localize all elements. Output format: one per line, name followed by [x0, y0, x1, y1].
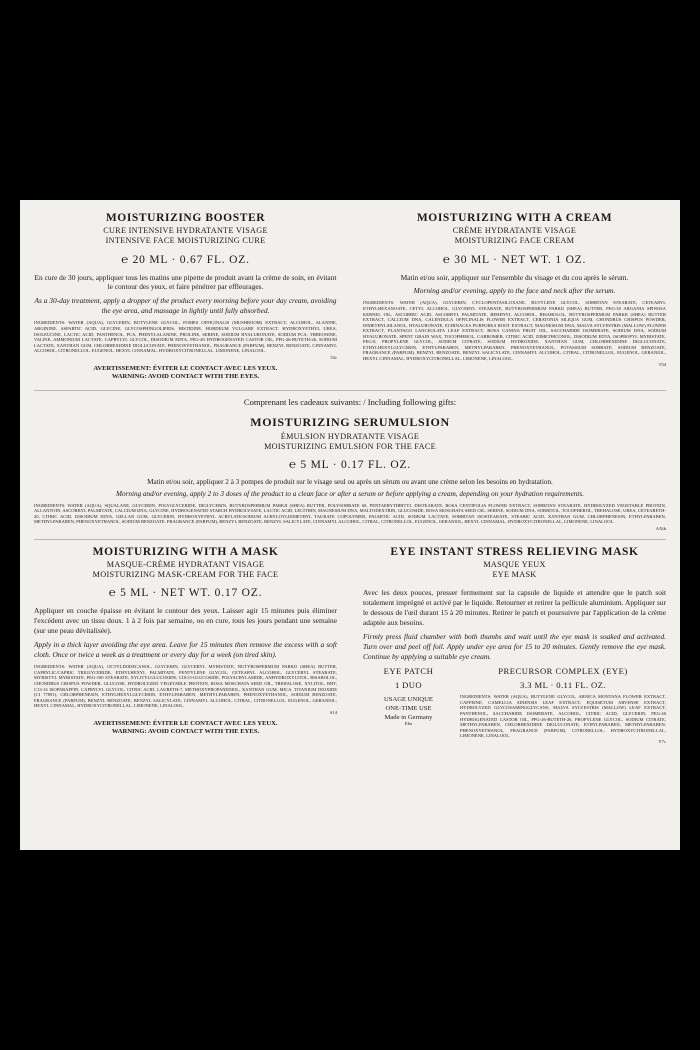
gifts-line: Comprenant les cadeaux suivants: / Including following gifts:: [243, 396, 457, 407]
product-ingredients: INGREDIENTS: WATER (AQUA), GLYCERIN, CYCLOPENTASILOXANE, BUTYLENE GLYCOL, SORBITAN STEARATE, CETEARYL ETHYLHEXANOATE, CETYL ALCOHOL, GLYCERYL STEARATE, BUTYROSPERMUM PARKII (SHEA) BUTTER, PEG-30 ARGANIA SPINOSA KERNEL OIL, ASCORBIC ACID, ASCORBYL PALMITATE, BEHENYL ALCOHOL, BISABOLOL, BUTYROSPERMUM PARKII (SHEA) BUTTER EXTRACT, CALCIUM DNA, CALENDULA OFFICINALIS FLOWER EXTRACT, CERATONIA SILIQUA GUM, CHONDRUS CRISPUS POWDER, DIMETHYLSILANOL, HYALURONATE, ECHINACEA PURPUREA ROOT EXTRACT, MAGNESIUM DNA, MALVA SYLVESTRIS (MALLOW) FLOWER EXTRACT, PLANTAGO LANCEOLATA LEAF EXTRACT, ROSA CANINA FRUIT OIL, SACCHARIDE ISOMERATE, SODIUM DNA, SODIUM HYALURONATE, SPENT GRAIN WAX, TOCOPHEROL, CARBOMER, CITRIC ACID, DIMETHICONOL, DISODIUM EDTA, ISOPROPYL MYRISTATE, PEG-8, PROPYLENE GLYCOL, SODIUM CITRATE, SODIUM HYDROXIDE, XANTHAN GUM, CHLORHEXIDINE DIGLUCONATE, ETHYLHEXYLGLYCERIN, ETHYLPARABEN, METHYLPARABEN, PHENOXYETHANOL, POTASSIUM SORBATE, SODIUM BENZOATE, FRAGRANCE (PARFUM), BENZYL BENZOATE, BENZYL SALICYLATE, CINNAMYL ALCOHOL, CITRAL, CITRONELLOL, EUGENOL, GERANIOL, HEXYL CINNAMAL, HYDROXYCITRONELLAL, LIMONENE, LINALOOL.: [363, 300, 666, 361]
product-ingredients: INGREDIENTS: WATER (AQUA), GLYCERIN, BUTYLENE GLYCOL, FOMES OFFICINALIS (MUSHROOM) EXTRACT, ALCOHOL, ALANINE, ARGININE, ASPARTIC ACID, GLYCINE, GLYCOSPHINGOLIPIDS, HISTIDINE, HORDEUM VULGARE EXTRACT, HYDROXYETHYL UREA, ISOLEUCINE, LACTIC ACID, PANTHENOL, PCA, PHENYLALANINE, PROLINE, SERINE, SODIUM HYALURONATE, SODIUM PCA, THREONINE, VALINE, AMMONIUM LACTATE, CAPRYLYL GLYCOL, DISODIUM EDTA, PEG-40 HYDROGENATED CASTOR OIL, PPG-26-BUTETH-26, SODIUM LACTATE, XANTHAN GUM, CHLORHEXIDINE DIGLUCONATE, PHENOXYETHANOL, FRAGRANCE (PARFUM), BENZYL BENZOATE, CINNAMYL ALCOHOL, CITRONELLOL, EUGENOL, HEXYL CINNAMAL, HYDROXYCITRONELLAL, LIMONENE, LINALOOL.: [34, 320, 337, 354]
product-subtitle-en: EYE MASK: [492, 570, 537, 580]
product-usage-en: Firmly press fluid chamber with both thumbs and wait until the eye mask is soaked and activated. Turn over and peel off foil. Apply under eye area for 15 to 20 minutes. Gently remove the eye mask. Continue by applying a suitable eye cream.: [363, 632, 666, 662]
product-usage-fr: Appliquer en couche épaisse en évitant le contour des yeux. Laisser agir 15 minutes puis éliminer l'excédent avec un tissu doux. 1 à 2 fois par semaine, ou en cure, tous les jours pendant une semaine (sur une peau dévitalisée).: [34, 606, 337, 636]
precursor-complex-component: [460, 666, 666, 743]
product-usage-fr: Matin et/ou soir, appliquer sur l'ensemble du visage et du cou après le sérum.: [400, 272, 629, 282]
product-moisturizing-with-a-cream: [350, 212, 666, 382]
product-moisturizing-with-a-mask: [34, 546, 350, 744]
product-usage-fr: Matin et/ou soir, appliquer 2 à 3 pompes de produit sur le visage seul ou après un sérum ou avant une crème selon les besoins en hydratation.: [147, 478, 553, 487]
product-usage-en: Morning and/or evening, apply 2 to 3 doses of the product to a clean face or after a serum or before applying a cream, depending on your hydration requirements.: [116, 490, 584, 499]
product-quantity: ℮ 30 ML · NET WT. 1 OZ.: [442, 253, 587, 266]
product-title: MOISTURIZING SERUMULSION: [250, 414, 450, 429]
product-usage-en: Morning and/or evening, apply to the face and neck after the serum.: [413, 286, 616, 296]
product-ingredients: INGREDIENTS: WATER (AQUA), OCTYLDODECANOL, GLYCERIN, GLYCERYL MYRISTATE, BUTYROSPERMUM PARKII (SHEA) BUTTER, CAPRYLIC/CAPRIC TRIGLYCERIDE, ETHYLHEXYL PALMITATE, PENTYLENE GLYCOL, CETEARYL ALCOHOL, GLYCERYL STEARATE, MYRISTYL MYRISTATE, PEG-100 STEARATE, XYLITYLGLUCOSIDE, COCO-GLUCOSIDE, POLYACRYLAMIDE, ANHYDROXYLITOL, BISABOLOL, CHONDRUS CRISPUS POWDER, GLUCOSE, HYDROLYZED VEGETABLE PROTEIN, ROSA MOSCHATA SEED OIL, TREHALOSE, XYLITOL, BHT, C13-14 ISOPARAFFIN, CAPRYLYL GLYCOL, CITRIC ACID, LAURETH-7, METHOXYPROPANEDIOL, XANTHAN GUM, MICA, TITANIUM DIOXIDE (CI 77891), CHLORPHENESIN, ETHYLHEXYLGLYCERIN, ETHYLPARABEN, METHYLPARABEN, PHENOXYETHANOL, SODIUM BENZOATE, FRAGRANCE (PARFUM), BENZYL BENZOATE, BENZYL SALICYLATE, CINNAMYL ALCOHOL, CITRAL, CITRONELLOL, EUGENOL, GERANIOL, HEXYL CINNAMAL, HYDROXYCITRONELLAL, LIMONENE, LINALOOL.: [34, 664, 337, 709]
product-usage-en: As a 30-day treatment, apply a dropper of the product every morning before your day cream, avoiding the eye area, and massage in lightly until fully absorbed.: [34, 296, 337, 316]
product-code: T34: [658, 362, 666, 368]
top-product-columns: [34, 212, 666, 382]
product-eye-instant-stress-relieving-mask: [350, 546, 666, 744]
eye-patch-usage-en: ONE-TIME USE: [385, 704, 432, 712]
made-in-label: Made in Germany: [384, 713, 433, 721]
eye-patch-amount: 1 DUO: [394, 680, 423, 691]
product-moisturizing-booster: [34, 212, 350, 382]
product-code: AXib: [655, 525, 666, 531]
precursor-code: Y7c: [658, 738, 666, 744]
product-warning-fr: AVERTISSEMENT: ÉVITER LE CONTACT AVEC LES YEUX.: [93, 364, 278, 372]
product-usage-fr: Avec les deux pouces, presser fermement sur la capsule de liquide et attendre que le patch soit totalement imprégné et activé par le liquide. Retourner et retirer la pellicule aluminium. Appliquer sur le dessous de l'œil durant 15 à 20 minutes. Retirer le patch et poursuivre par l'application de la crème adaptée aux besoins.: [363, 588, 666, 628]
precursor-ingredients: INGREDIENTS: WATER (AQUA), BUTYLENE GLYCOL, ARNICA MONTANA FLOWER EXTRACT, CAFFEINE, CAMELLIA SINENSIS LEAF EXTRACT, EQUISETUM ARVENSE EXTRACT, HYDROLYZED GLYCOSAMINOGLYCANS, MALVA SYLVESTRIS (MALLOW) LEAF EXTRACT, PANTHENOL, SACCHARIDE ISOMERATE, ALCOHOL, CITRIC ACID, GLYCERIN, PEG-40 HYDROGENATED CASTOR OIL, PPG-26-BUTETH-26, PROPYLENE GLYCOL, SODIUM CITRATE, METHYLPARABEN, CHLORHEXIDINE DIGLUCONATE, ETHYLPARABEN, METHYLPARABEN, PHENOXYETHANOL, FRAGRANCE (PARFUM), CITRONELLOL, HYDROXYCITRONELLAL, LIMONENE, LINALOOL.: [459, 694, 666, 739]
product-subtitle-en: INTENSIVE FACE MOISTURIZING CURE: [105, 236, 266, 246]
product-code: 53c: [330, 354, 337, 360]
eye-patch-code: E6a: [404, 720, 413, 726]
product-ingredients: INGREDIENTS: WATER (AQUA), SQUALANE, GLYCERIN, POLYGLYCERIDE, DIGLYCERIN, BUTYROSPERMUM PARKII (SHEA) BUTTER, POLYSORBATE 60, PENTAERYTHRITYL DISTEARATE, ROSA CENTIFOLIA FLOWER EXTRACT, SORBITAN STEARATE, HYDROLYZED VEGETABLE PROTEIN, ALLANTOIN, ASCORBYL PALMITATE, CALCIUM DNA, GLYCINE, HYDROGENATED STARCH HYDROLYSATE, LACTIC ACID, LECITHIN, MAGNESIUM DNA, MALTODEXTRIN, GLUCOSIDE, ROSA MOSCHATA SEED OIL, SERINE, SODIUM DNA, SORBITOL, TOCOPHEROL, TREHALOSE, UREA, CETEARETH-20, CITRIC ACID, DISODIUM EDTA, GELLAN GUM, GLYCERIN, HYDROXYETHYL ACRYLATE/SODIUM ACRYLOYLDIMETHYL TAURATE COPOLYMER, PALMITIC ACID, SODIUM LACTATE, SORBITAN ISOSTEARATE, STEARIC ACID, XANTHAN GUM, CHLORPHENESIN, ETHYLPARABEN, METHYLPARABEN, PHENOXYETHANOL, SODIUM BENZOATE, FRAGRANCE (PARFUM), BENZYL BENZOATE, BENZYL SALICYLATE, CINNAMYL ALCOHOL, CITRAL, CITRONELLOL, EUGENOL, GERANIOL, HEXYL CINNAMAL, HYDROXYCITRONELLAL, LIMONENE, LINALOOL.: [34, 502, 666, 525]
product-warning-en: WARNING: AVOID CONTACT WITH THE EYES.: [111, 728, 260, 736]
bottom-product-columns: [34, 546, 666, 744]
eye-patch-component: [363, 666, 460, 743]
product-code: S14: [329, 709, 337, 715]
leaflet-sheet: [20, 200, 680, 850]
eye-mask-components: [363, 666, 666, 743]
product-usage-fr: En cure de 30 jours, appliquer tous les matins une pipette de produit avant la crème de soin, en évitant le contour des yeux, et faire pénétrer par effleurages.: [34, 272, 337, 292]
product-subtitle-fr: MASQUE YEUX: [483, 559, 546, 569]
product-subtitle-en: MOISTURIZING EMULSION FOR THE FACE: [264, 442, 436, 452]
eye-patch-header: EYE PATCH: [383, 666, 434, 677]
eye-patch-usage-fr: USAGE UNIQUE: [384, 696, 433, 704]
product-quantity: ℮ 20 ML · 0.67 FL. OZ.: [121, 253, 250, 266]
product-subtitle-en: MOISTURIZING FACE CREAM: [454, 236, 575, 246]
product-quantity: ℮ 5 ML · NET WT. 0.17 OZ.: [108, 587, 263, 600]
product-title: MOISTURIZING BOOSTER: [105, 212, 266, 224]
divider: [34, 390, 666, 391]
product-warning-en: WARNING: AVOID CONTACT WITH THE EYES.: [111, 373, 260, 381]
product-usage-en: Apply in a thick layer avoiding the eye area. Leave for 15 minutes then remove the excess with a soft cloth. Once or twice a week as a treatment or every day for a week (on tired skin).: [34, 640, 337, 660]
divider: [34, 539, 666, 540]
product-title: MOISTURIZING WITH A MASK: [92, 545, 279, 558]
product-warning-fr: AVERTISSEMENT: ÉVITER LE CONTACT AVEC LES YEUX.: [93, 719, 278, 727]
product-title: MOISTURIZING WITH A CREAM: [416, 212, 613, 224]
product-subtitle-fr: MASQUE-CRÈME HYDRATANT VISAGE: [106, 559, 265, 569]
product-moisturizing-serumulsion: [34, 415, 666, 531]
product-quantity: ℮ 5 ML · 0.17 FL. OZ.: [289, 459, 411, 472]
precursor-header: PRECURSOR COMPLEX (EYE): [498, 666, 628, 677]
product-subtitle-en: MOISTURIZING MASK-CREAM FOR THE FACE: [92, 570, 279, 580]
precursor-amount: 3.3 ML · 0.11 FL. OZ.: [520, 680, 606, 691]
product-subtitle-fr: ÉMULSION HYDRATANTE VISAGE: [280, 431, 420, 441]
product-title: EYE INSTANT STRESS RELIEVING MASK: [390, 545, 639, 558]
product-subtitle-fr: CRÈME HYDRATANTE VISAGE: [452, 226, 577, 235]
product-subtitle-fr: CURE INTENSIVE HYDRATANTE VISAGE: [103, 226, 268, 235]
